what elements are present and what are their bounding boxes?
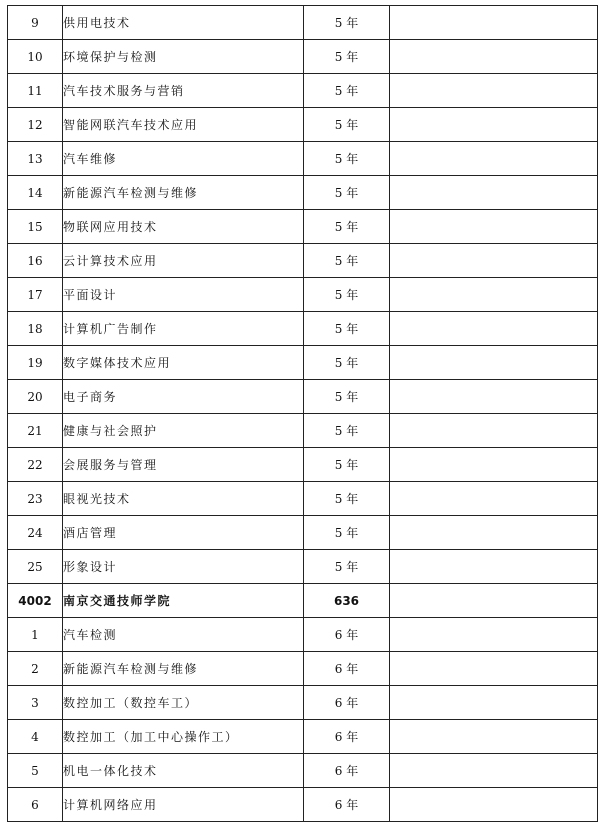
row-number: 10 xyxy=(8,40,63,74)
program-duration: 5 年 xyxy=(304,346,390,380)
program-duration: 5 年 xyxy=(304,482,390,516)
program-duration: 6 年 xyxy=(304,720,390,754)
row-number: 3 xyxy=(8,686,63,720)
program-duration: 6 年 xyxy=(304,754,390,788)
table-row xyxy=(8,720,598,754)
table-row xyxy=(8,414,598,448)
program-table-body xyxy=(8,6,598,822)
remarks-cell xyxy=(390,482,598,516)
row-number: 19 xyxy=(8,346,63,380)
remarks-cell xyxy=(390,74,598,108)
program-name: 电子商务 xyxy=(63,380,304,414)
row-number: 12 xyxy=(8,108,63,142)
table-row xyxy=(8,6,598,40)
program-name: 健康与社会照护 xyxy=(63,414,304,448)
row-number: 11 xyxy=(8,74,63,108)
program-name: 汽车技术服务与营销 xyxy=(63,74,304,108)
program-name: 数控加工（加工中心操作工） xyxy=(63,720,304,754)
program-duration: 6 年 xyxy=(304,788,390,822)
remarks-cell xyxy=(390,516,598,550)
remarks-cell xyxy=(390,550,598,584)
program-name: 数字媒体技术应用 xyxy=(63,346,304,380)
program-duration: 5 年 xyxy=(304,6,390,40)
program-name: 汽车检测 xyxy=(63,618,304,652)
program-duration: 5 年 xyxy=(304,210,390,244)
row-number: 17 xyxy=(8,278,63,312)
remarks-cell xyxy=(390,652,598,686)
table-row xyxy=(8,210,598,244)
table-row xyxy=(8,754,598,788)
program-duration: 6 年 xyxy=(304,618,390,652)
row-number: 21 xyxy=(8,414,63,448)
program-name: 数控加工（数控车工） xyxy=(63,686,304,720)
row-number: 15 xyxy=(8,210,63,244)
table-row xyxy=(8,108,598,142)
table-row xyxy=(8,74,598,108)
remarks-cell xyxy=(390,380,598,414)
row-number: 25 xyxy=(8,550,63,584)
remarks-cell xyxy=(390,312,598,346)
table-row xyxy=(8,516,598,550)
table-row xyxy=(8,142,598,176)
program-duration: 5 年 xyxy=(304,448,390,482)
row-number: 23 xyxy=(8,482,63,516)
program-name: 眼视光技术 xyxy=(63,482,304,516)
remarks-cell xyxy=(390,142,598,176)
table-row xyxy=(8,652,598,686)
remarks-cell xyxy=(390,686,598,720)
program-duration: 5 年 xyxy=(304,244,390,278)
table-row xyxy=(8,346,598,380)
school-enrollment-total: 636 xyxy=(304,584,390,618)
row-number: 2 xyxy=(8,652,63,686)
row-number: 9 xyxy=(8,6,63,40)
program-duration: 6 年 xyxy=(304,652,390,686)
row-number: 20 xyxy=(8,380,63,414)
program-duration: 5 年 xyxy=(304,108,390,142)
table-row xyxy=(8,244,598,278)
table-row xyxy=(8,618,598,652)
row-number: 24 xyxy=(8,516,63,550)
program-duration: 5 年 xyxy=(304,550,390,584)
program-duration: 5 年 xyxy=(304,380,390,414)
program-duration: 5 年 xyxy=(304,74,390,108)
row-number: 4 xyxy=(8,720,63,754)
table-row xyxy=(8,278,598,312)
remarks-cell xyxy=(390,788,598,822)
program-name: 会展服务与管理 xyxy=(63,448,304,482)
row-number: 22 xyxy=(8,448,63,482)
remarks-cell xyxy=(390,414,598,448)
program-name: 智能网联汽车技术应用 xyxy=(63,108,304,142)
program-name: 酒店管理 xyxy=(63,516,304,550)
program-duration: 6 年 xyxy=(304,686,390,720)
table-row xyxy=(8,788,598,822)
program-name: 计算机网络应用 xyxy=(63,788,304,822)
remarks-cell xyxy=(390,6,598,40)
school-name: 南京交通技师学院 xyxy=(63,584,304,618)
remarks-cell xyxy=(390,108,598,142)
program-duration: 5 年 xyxy=(304,142,390,176)
remarks-cell xyxy=(390,346,598,380)
program-duration: 5 年 xyxy=(304,278,390,312)
row-number: 5 xyxy=(8,754,63,788)
table-row xyxy=(8,448,598,482)
program-name: 计算机广告制作 xyxy=(63,312,304,346)
program-duration: 5 年 xyxy=(304,516,390,550)
row-number: 13 xyxy=(8,142,63,176)
program-name: 供用电技术 xyxy=(63,6,304,40)
remarks-cell xyxy=(390,618,598,652)
school-code: 4002 xyxy=(8,584,63,618)
remarks-cell xyxy=(390,754,598,788)
remarks-cell xyxy=(390,176,598,210)
remarks-cell xyxy=(390,584,598,618)
remarks-cell xyxy=(390,278,598,312)
row-number: 16 xyxy=(8,244,63,278)
table-row xyxy=(8,686,598,720)
remarks-cell xyxy=(390,40,598,74)
table-row xyxy=(8,482,598,516)
program-name: 物联网应用技术 xyxy=(63,210,304,244)
table-row xyxy=(8,176,598,210)
program-table xyxy=(7,5,598,822)
program-name: 形象设计 xyxy=(63,550,304,584)
row-number: 14 xyxy=(8,176,63,210)
program-name: 环境保护与检测 xyxy=(63,40,304,74)
school-header-row xyxy=(8,584,598,618)
program-name: 机电一体化技术 xyxy=(63,754,304,788)
program-name: 汽车维修 xyxy=(63,142,304,176)
remarks-cell xyxy=(390,244,598,278)
program-name: 新能源汽车检测与维修 xyxy=(63,652,304,686)
row-number: 18 xyxy=(8,312,63,346)
remarks-cell xyxy=(390,448,598,482)
program-name: 平面设计 xyxy=(63,278,304,312)
table-row xyxy=(8,380,598,414)
table-row xyxy=(8,312,598,346)
remarks-cell xyxy=(390,210,598,244)
program-duration: 5 年 xyxy=(304,312,390,346)
row-number: 1 xyxy=(8,618,63,652)
program-duration: 5 年 xyxy=(304,176,390,210)
table-row xyxy=(8,40,598,74)
program-name: 新能源汽车检测与维修 xyxy=(63,176,304,210)
program-duration: 5 年 xyxy=(304,40,390,74)
row-number: 6 xyxy=(8,788,63,822)
remarks-cell xyxy=(390,720,598,754)
table-row xyxy=(8,550,598,584)
program-name: 云计算技术应用 xyxy=(63,244,304,278)
program-duration: 5 年 xyxy=(304,414,390,448)
